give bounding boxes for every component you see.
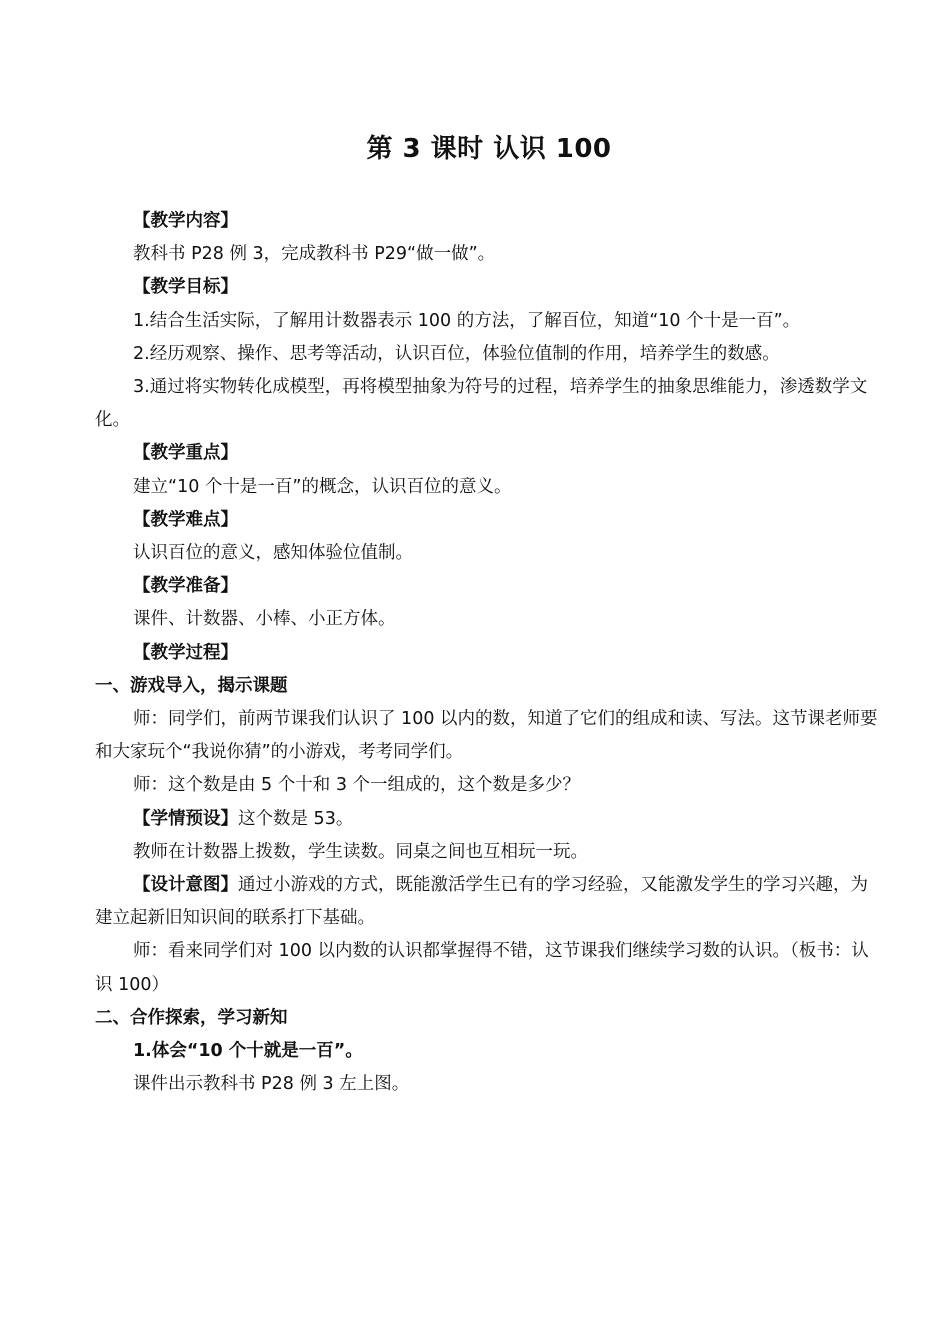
part1-paragraph-2: 师：这个数是由 5 个十和 3 个一组成的，这个数是多少？: [133, 775, 581, 796]
goal-1: 1.结合生活实际，了解用计数器表示 100 的方法，了解百位，知道“10 个十是一百”。: [133, 310, 801, 331]
learning-preset-text: 这个数是 53。: [238, 808, 354, 829]
prep-text: 课件、计数器、小棒、小正方体。: [133, 609, 396, 630]
part1-paragraph-6: 师：看来同学们对 100 以内数的认识都掌握得不错，这节课我们继续学习数的认识。（板书：认识 100）: [95, 941, 869, 995]
page-title: 第 3 课时 认识 100: [366, 134, 612, 164]
learning-preset-label: 【学情预设】: [133, 808, 238, 829]
content-heading: 【教学内容】: [133, 211, 238, 231]
prep-heading: 【教学准备】: [133, 576, 238, 597]
difficulty-text: 认识百位的意义，感知体验位值制。: [133, 543, 413, 564]
part1-paragraph-5: [95, 869, 885, 935]
part2-subheading-1: 1.体会“10 个十就是一百”。: [133, 1041, 363, 1062]
part1-heading: 一、游戏导入，揭示课题: [95, 675, 288, 696]
part1-paragraph-4: 教师在计数器上拨数，学生读数。同桌之间也互相玩一玩。: [133, 841, 588, 862]
difficulty-heading: 【教学难点】: [133, 509, 238, 530]
content-text: 教科书 P28 例 3，完成教科书 P29“做一做”。: [133, 244, 496, 265]
key-text: 建立“10 个十是一百”的概念，认识百位的意义。: [133, 476, 512, 497]
part1-paragraph-1: 师：同学们，前两节课我们认识了 100 以内的数，知道了它们的组成和读、写法。这节课老师要和大家玩个“我说你猜”的小游戏，考考同学们。: [95, 709, 878, 763]
design-intent-text: 通过小游戏的方式，既能激活学生已有的学习经验，又能激发学生的学习兴趣，为建立起新旧知识间的联系打下基础。: [95, 875, 868, 929]
part1-paragraph-3: [95, 803, 885, 836]
goal-2: 2.经历观察、操作、思考等活动，认识百位，体验位值制的作用，培养学生的数感。: [133, 343, 780, 364]
design-intent-label: 【设计意图】: [133, 875, 238, 896]
goals-heading: 【教学目标】: [133, 277, 238, 298]
key-heading: 【教学重点】: [133, 443, 238, 464]
goal-3: 3.通过将实物转化成模型，再将模型抽象为符号的过程，培养学生的抽象思维能力，渗透数学文化。: [95, 377, 868, 431]
process-heading: 【教学过程】: [133, 642, 238, 663]
part2-heading: 二、合作探索，学习新知: [95, 1007, 288, 1028]
part2-paragraph-1: 课件出示教科书 P28 例 3 左上图。: [133, 1074, 410, 1095]
document-body: [95, 205, 885, 1101]
